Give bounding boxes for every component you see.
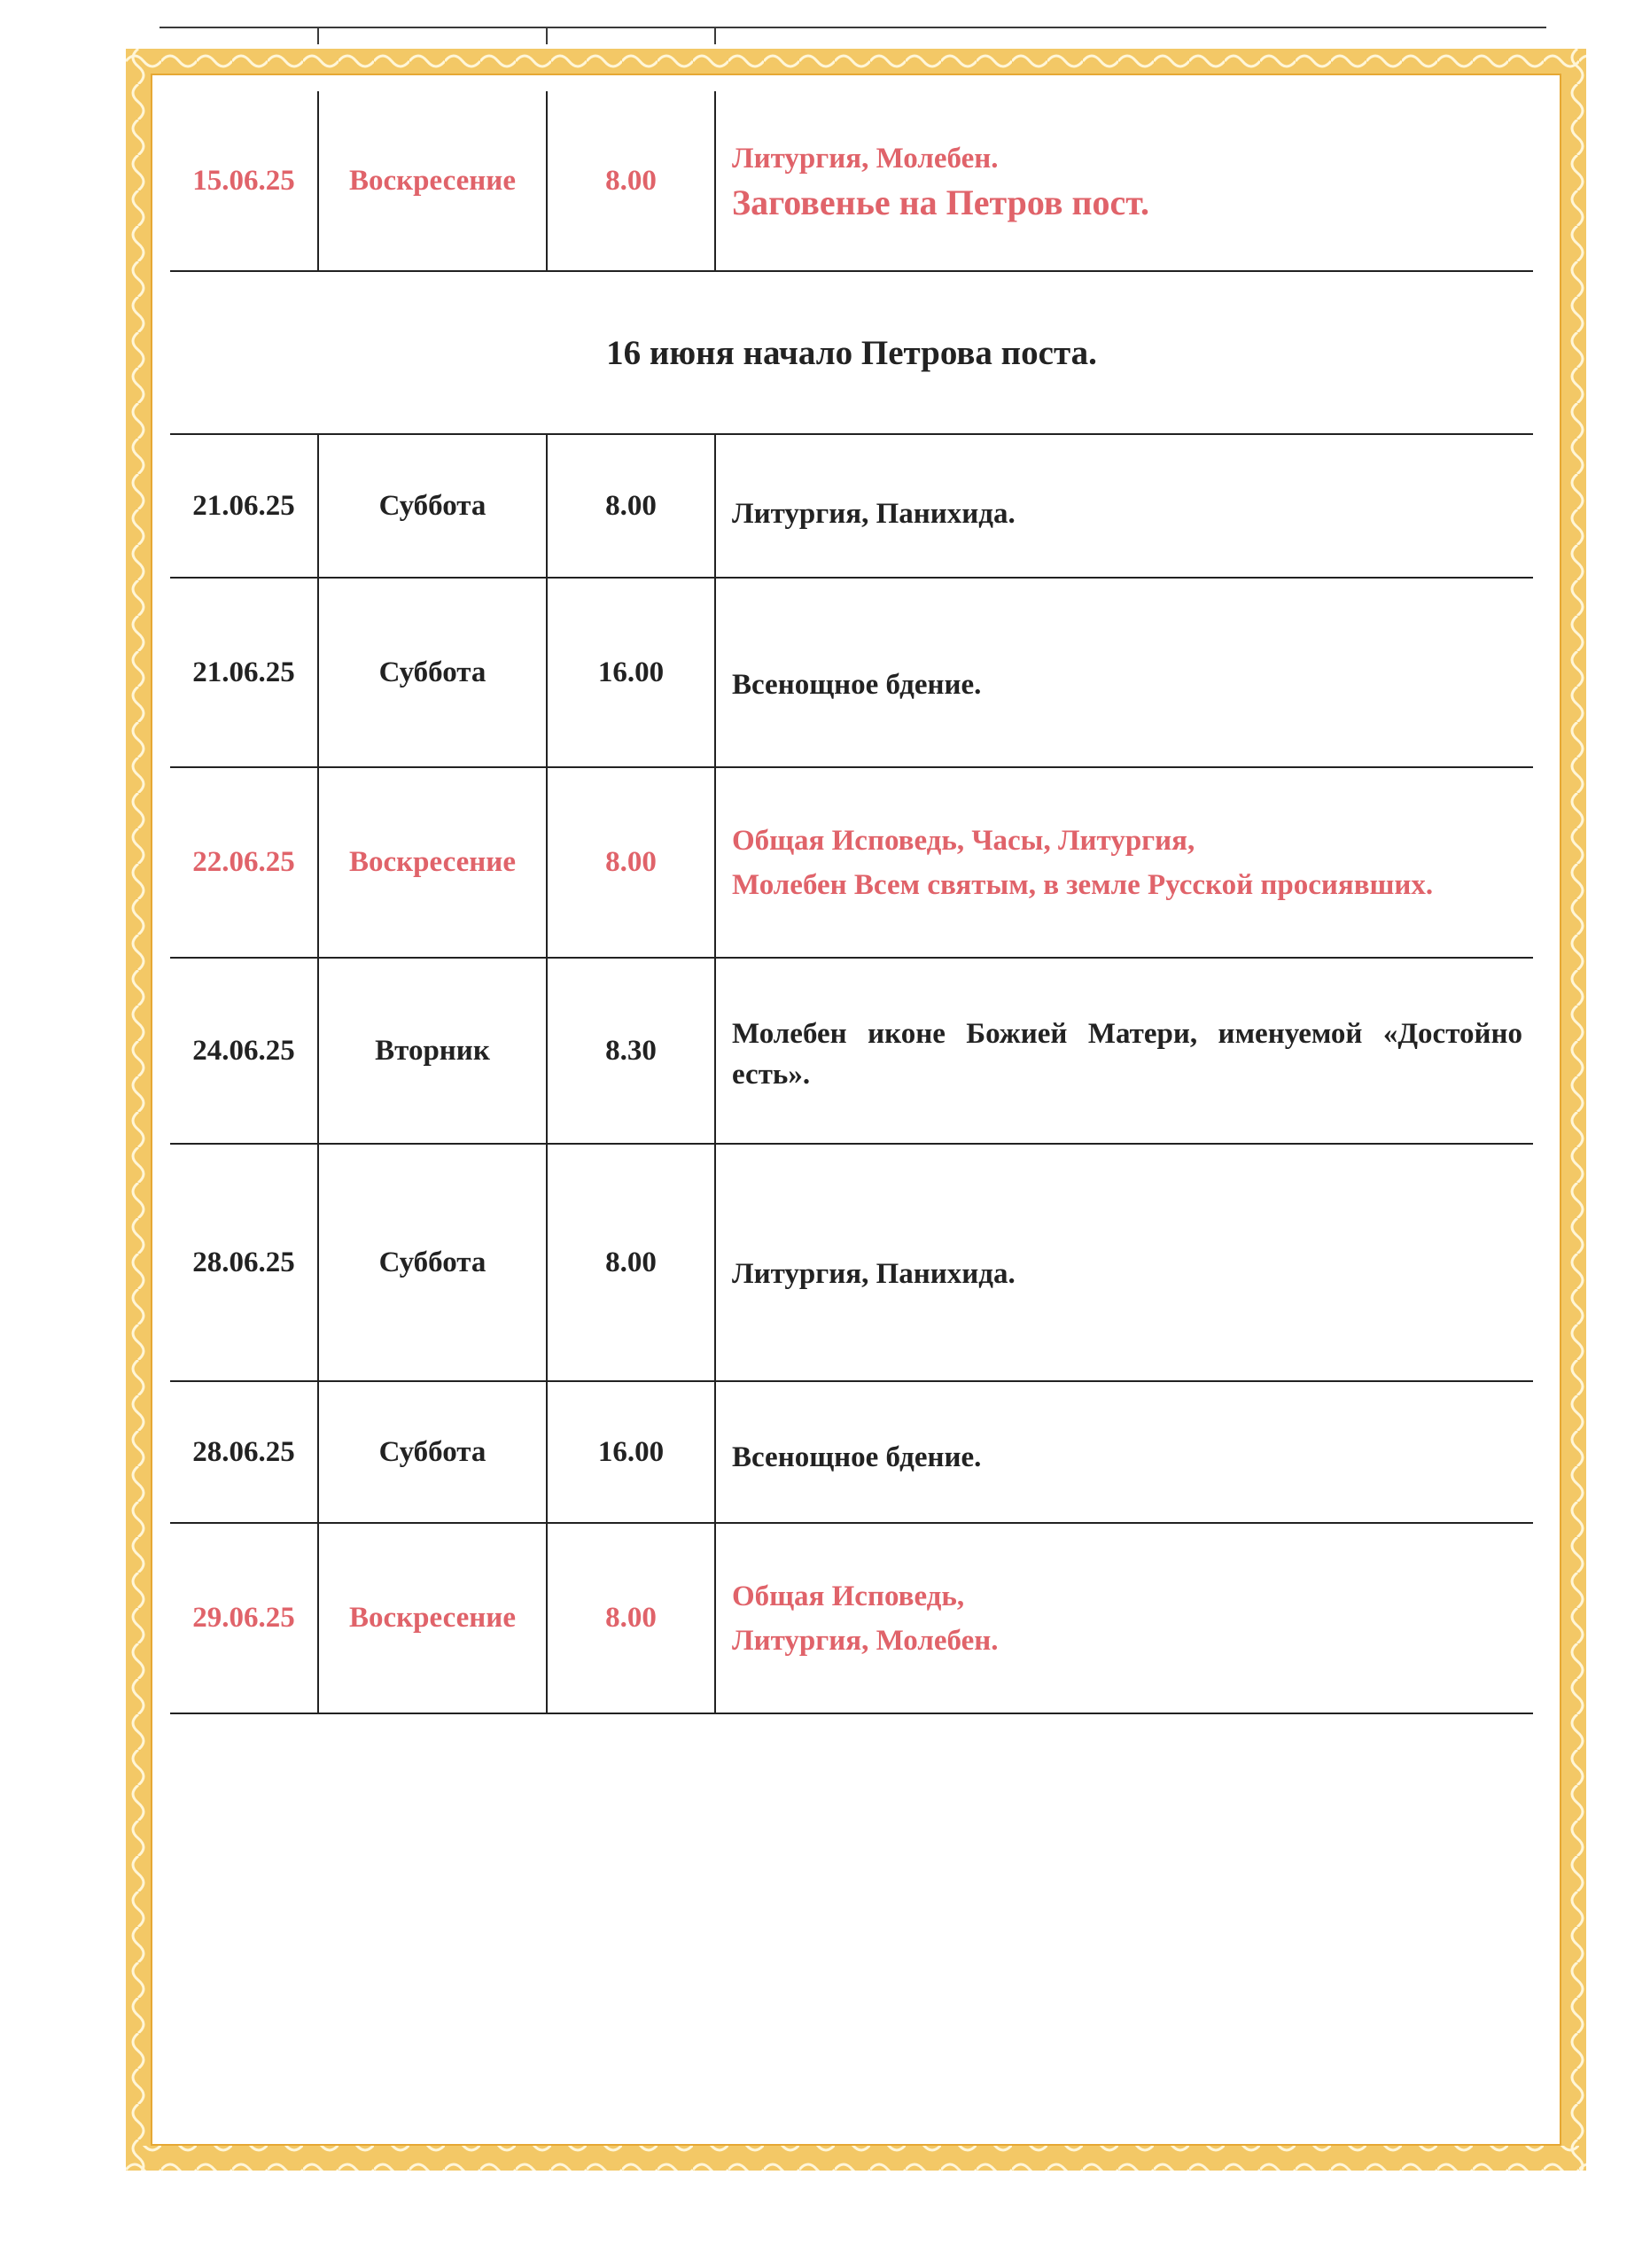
row-description	[716, 959, 1533, 1143]
top-edge-tick	[317, 27, 319, 44]
row-day: Вторник	[319, 959, 548, 1143]
row-day: Воскресение	[319, 768, 548, 957]
row-day: Суббота	[319, 1145, 548, 1380]
row-description	[716, 435, 1533, 577]
table-row	[170, 1145, 1533, 1382]
row-description-line: Молебен иконе Божией Матери, именуемой «Достойно есть».	[732, 1018, 1522, 1091]
row-description-line: Литургия, Молебен.	[732, 1624, 999, 1657]
row-description	[716, 768, 1533, 957]
row-description	[716, 91, 1533, 270]
row-time: 8.00	[548, 1145, 716, 1380]
service-schedule-table	[170, 91, 1533, 1714]
row-time: 8.00	[548, 1524, 716, 1713]
row-description-line: Литургия, Панихида.	[732, 498, 1016, 530]
row-date: 21.06.25	[170, 579, 319, 766]
top-edge-tick	[546, 27, 548, 44]
row-description	[716, 1145, 1533, 1380]
row-description-line: Всенощное бдение.	[732, 669, 982, 701]
row-time: 16.00	[548, 579, 716, 766]
row-date: 28.06.25	[170, 1145, 319, 1380]
row-description-line: Общая Исповедь,	[732, 1580, 965, 1612]
row-time: 8.00	[548, 91, 716, 270]
row-date: 21.06.25	[170, 435, 319, 577]
row-description-line: Всенощное бдение.	[732, 1441, 982, 1473]
row-time: 8.00	[548, 768, 716, 957]
row-date: 15.06.25	[170, 91, 319, 270]
row-day: Суббота	[319, 579, 548, 766]
row-date: 22.06.25	[170, 768, 319, 957]
row-description	[716, 1524, 1533, 1713]
table-row	[170, 768, 1533, 959]
row-time: 8.30	[548, 959, 716, 1143]
row-date: 29.06.25	[170, 1524, 319, 1713]
row-time: 16.00	[548, 1382, 716, 1522]
table-row	[170, 1382, 1533, 1524]
row-date: 28.06.25	[170, 1382, 319, 1522]
row-description	[716, 579, 1533, 766]
row-day: Суббота	[319, 435, 548, 577]
row-description-line: Общая Исповедь, Часы, Литургия,	[732, 824, 1195, 857]
row-time: 8.00	[548, 435, 716, 577]
row-day: Воскресение	[319, 1524, 548, 1713]
table-row	[170, 435, 1533, 579]
top-edge-tick	[714, 27, 716, 44]
table-row	[170, 959, 1533, 1145]
row-description	[716, 1382, 1533, 1522]
row-day: Суббота	[319, 1382, 548, 1522]
row-date: 24.06.25	[170, 959, 319, 1143]
table-row	[170, 579, 1533, 768]
row-description-line: Литургия, Молебен.	[732, 143, 999, 175]
fast-start-notice: 16 июня начало Петрова поста.	[170, 272, 1533, 435]
row-day: Воскресение	[319, 91, 548, 270]
table-row	[170, 91, 1533, 272]
row-description-line: Заговенье на Петров пост.	[732, 183, 1149, 222]
top-edge-line	[160, 27, 1546, 28]
row-description-line: Молебен Всем святым, в земле Русской просиявших.	[732, 868, 1434, 901]
table-row	[170, 1524, 1533, 1714]
row-description-line: Литургия, Панихида.	[732, 1258, 1016, 1290]
